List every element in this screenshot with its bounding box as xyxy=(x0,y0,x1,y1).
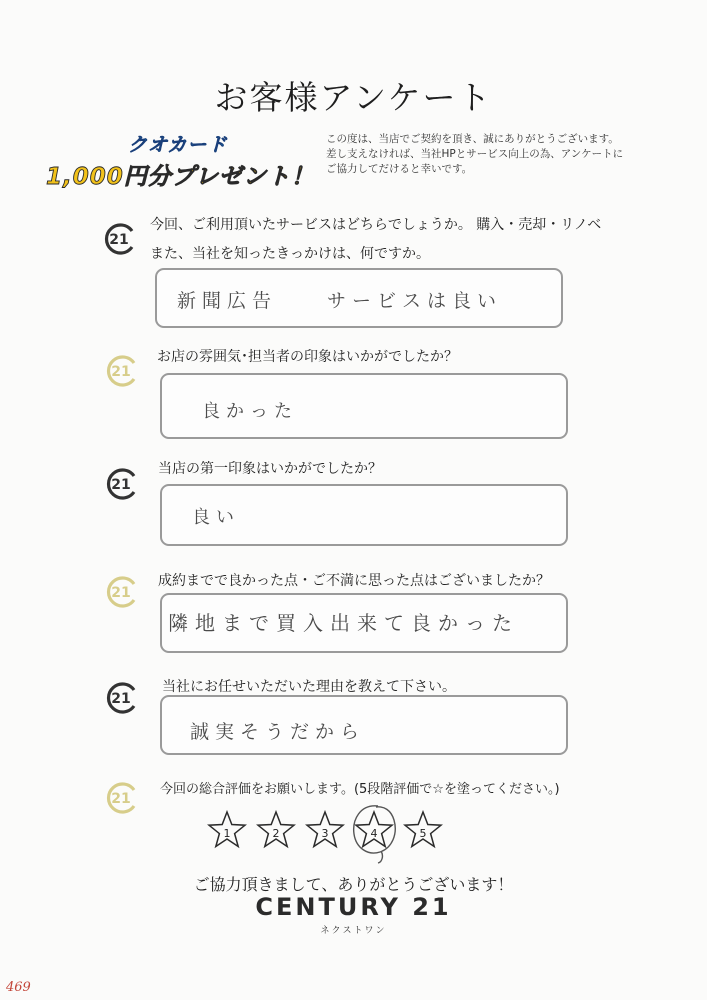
icon-label: 21 xyxy=(111,691,131,707)
icon-label: 21 xyxy=(111,791,131,807)
answer-2: 良かった xyxy=(202,401,298,422)
question-1-line-1: 今回、ご利用頂いたサービスはどちらでしょうか。 購入・売却・リノベ xyxy=(150,217,602,233)
icon-label: 21 xyxy=(111,585,131,601)
question-3: 当店の第一印象はいかがでしたか？ xyxy=(158,461,382,477)
question-1-line-2: また、当社を知ったきっかけは、何ですか。 xyxy=(150,246,430,262)
star-number: 3 xyxy=(321,827,329,840)
page-title: お客様アンケート xyxy=(214,78,493,117)
intro-text xyxy=(326,132,666,177)
intro-line: ご協力してだけると幸いです。 xyxy=(326,163,473,175)
page-number: 469 xyxy=(6,980,31,995)
century21-icon xyxy=(106,467,140,501)
answer-1: 新聞広告 サービスは良い xyxy=(177,290,503,312)
intro-line: 差し支えなければ、当社HPとサービス向上の為、アンケートに xyxy=(326,148,624,160)
branch-name: ネクストワン xyxy=(320,926,387,936)
answer-box-4[interactable] xyxy=(160,593,568,653)
promo-amount: 1,000円分プレゼント！ xyxy=(46,164,315,190)
rating-star-3[interactable] xyxy=(305,810,345,850)
answer-4: 隣地まで買入出来て良かった xyxy=(168,611,519,635)
question-6: 今回の総合評価をお願いします。(5段階評価で☆を塗ってください。) xyxy=(160,782,560,797)
rating-star-1[interactable] xyxy=(207,810,247,850)
question-2: お店の雰囲気･担当者の印象はいかがでしたか？ xyxy=(157,349,458,365)
question-4: 成約までで良かった点・ご不満に思った点はございましたか？ xyxy=(158,573,550,589)
star-number: 1 xyxy=(223,827,231,840)
answer-3: 良い xyxy=(192,507,240,528)
century21-icon xyxy=(106,681,140,715)
promo-quo-card: クオカード xyxy=(128,134,228,156)
century21-icon xyxy=(106,354,140,388)
answer-5: 誠実そうだから xyxy=(190,721,366,743)
century21-icon xyxy=(106,781,140,815)
star-number: 2 xyxy=(272,827,280,840)
icon-label: 21 xyxy=(109,232,129,248)
answer-box-2[interactable] xyxy=(160,373,568,439)
icon-label: 21 xyxy=(111,364,131,380)
thanks-message: ご協力頂きまして、ありがとうございます！ xyxy=(193,875,514,894)
star-number: 5 xyxy=(419,827,427,840)
selected-rating-circle xyxy=(348,800,402,864)
answer-box-3[interactable] xyxy=(160,484,568,546)
icon-label: 21 xyxy=(111,477,131,493)
star-number: 4 xyxy=(370,827,378,840)
century21-logo: CENTURY 21 xyxy=(255,893,452,921)
rating-star-5[interactable] xyxy=(403,810,443,850)
question-5: 当社にお任せいただいた理由を教えて下さい。 xyxy=(162,679,456,695)
century21-icon xyxy=(104,222,138,256)
century21-icon xyxy=(106,575,140,609)
answer-box-5[interactable] xyxy=(160,695,568,755)
intro-line: この度は、当店でご契約を頂き、誠にありがとうございます。 xyxy=(326,133,619,145)
answer-box-1[interactable] xyxy=(155,268,563,328)
rating-star-2[interactable] xyxy=(256,810,296,850)
